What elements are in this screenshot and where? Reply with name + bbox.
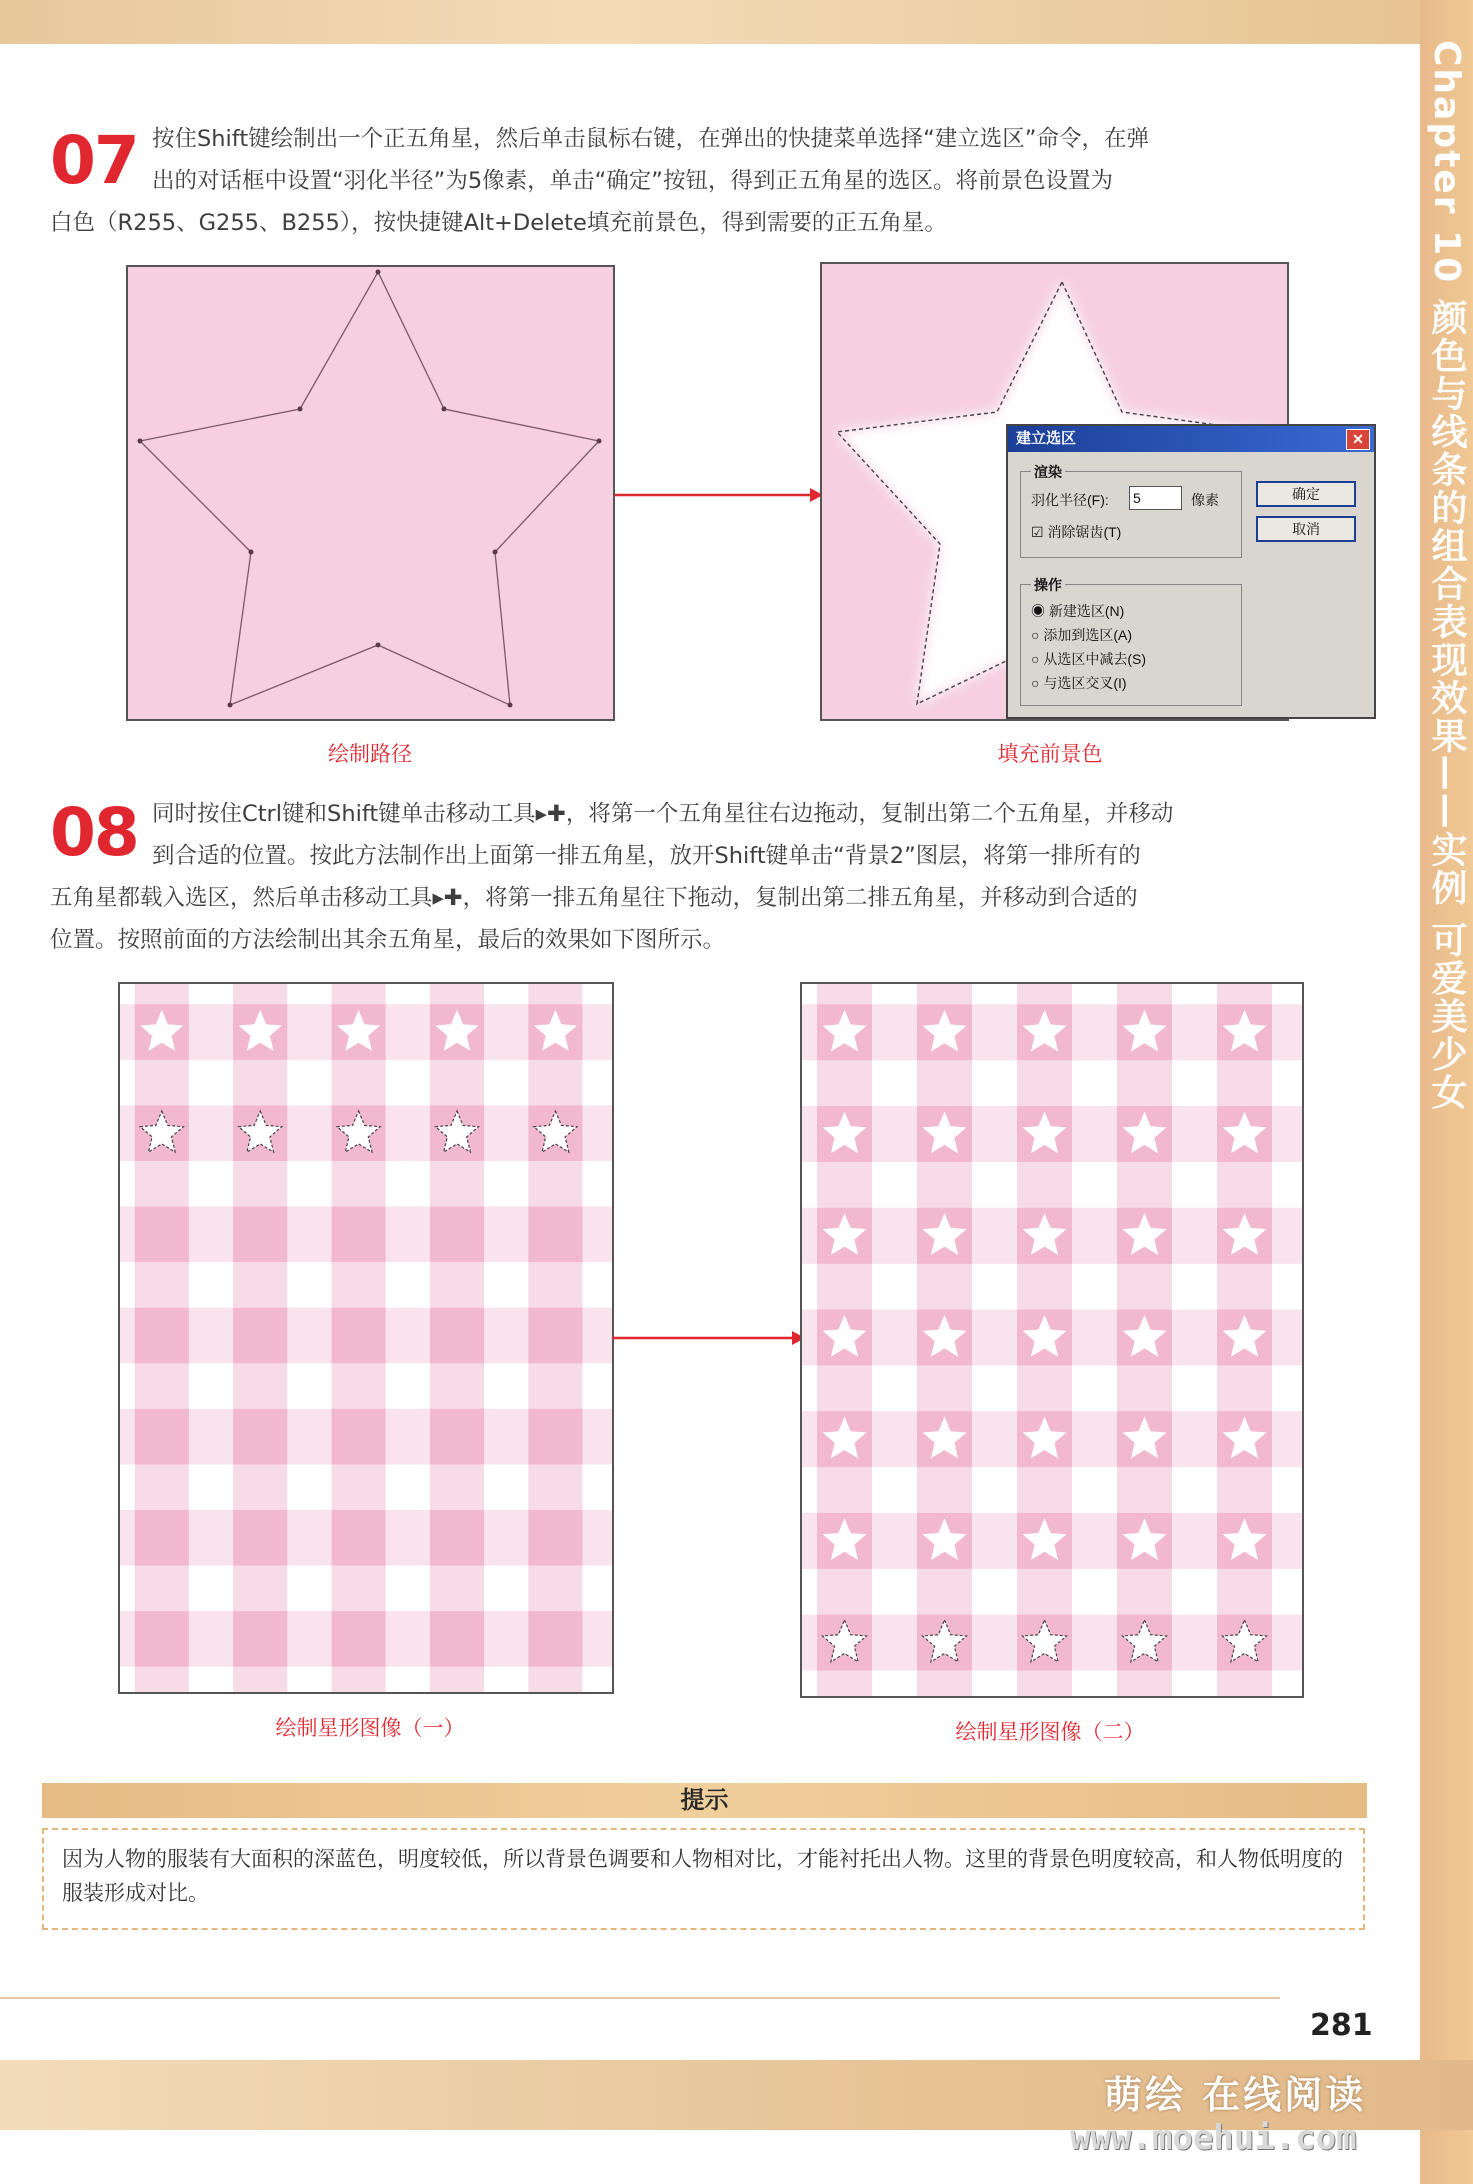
pink-square (528, 1611, 582, 1667)
op-label-subtract: 从选区中减去(S) (1043, 651, 1147, 667)
pink-square (332, 1611, 386, 1667)
tip-body: 因为人物的服装有大面积的深蓝色，明度较低，所以背景色调要和人物相对比，才能衬托出人物。这里的背景色明度较高，和人物低明度的服装形成对比。 (42, 1828, 1365, 1930)
feather-unit: 像素 (1191, 492, 1219, 508)
pink-square (528, 1207, 582, 1263)
pink-square (332, 1308, 386, 1364)
step07-line-2: 出的对话框中设置“羽化半径”为5像素，单击“确定”按钮，得到正五角星的选区。将前景色设置为 (152, 168, 1113, 194)
dialog-titlebar (1008, 426, 1374, 452)
feather-radius-input[interactable]: 5 (1129, 486, 1182, 510)
star-path-svg (128, 267, 613, 719)
pink-square (233, 1510, 287, 1566)
radio-subtract-selection[interactable]: ○ 从选区中减去(S) (1031, 651, 1147, 667)
cancel-button[interactable]: 取消 (1256, 516, 1356, 542)
chapter-side-title: Chapter 10 颜色与线条的组合表现效果——实例 可爱美少女 (1426, 40, 1467, 1112)
caption-fill-foreground: 填充前景色 (997, 742, 1103, 766)
radio-new-selection[interactable]: ◉ 新建选区(N) (1031, 603, 1125, 619)
pink-square (233, 1409, 287, 1465)
ok-button[interactable]: 确定 (1256, 481, 1356, 507)
pink-square (528, 1308, 582, 1364)
op-label-add: 添加到选区(A) (1043, 627, 1133, 643)
caption-draw-path: 绘制路径 (328, 742, 412, 766)
operation-group-label: 操作 (1031, 575, 1065, 595)
close-icon[interactable]: ✕ (1346, 429, 1370, 450)
footer-divider (0, 1997, 1280, 1999)
brand-watermark: 萌绘 在线阅读 (1104, 2073, 1367, 2117)
pink-square (135, 1611, 189, 1667)
tip-header: 提示 (42, 1783, 1367, 1818)
star-path (140, 272, 599, 705)
figure-star-image-1 (118, 982, 614, 1694)
step08-line-2: 到合适的位置。按此方法制作出上面第一排五角星，放开Shift键单击“背景2”图层，将第一排所有的 (152, 843, 1141, 869)
step07-line-3: 白色（R255、G255、B255），按快捷键Alt+Delete填充前景色，得到需要的正五角星。 (50, 210, 947, 236)
pink-square (233, 1207, 287, 1263)
render-group (1020, 464, 1242, 558)
operation-group (1020, 577, 1242, 706)
step08-line-3: 五角星都载入选区，然后单击移动工具▸✚，将第一排五角星往下拖动，复制出第二排五角星，并移动到合适的 (50, 885, 1138, 911)
op-label-new: 新建选区(N) (1048, 603, 1125, 619)
star-grid-1 (120, 984, 612, 1692)
op-label-intersect: 与选区交叉(I) (1043, 675, 1127, 691)
pink-square (135, 1308, 189, 1364)
antialias-label: 消除锯齿(T) (1047, 524, 1122, 540)
pink-square (528, 1409, 582, 1465)
make-selection-dialog (1006, 424, 1376, 719)
pink-square (233, 1308, 287, 1364)
feather-label: 羽化半径(F): (1031, 492, 1109, 508)
render-group-label: 渲染 (1031, 462, 1065, 482)
step08-line-4: 位置。按照前面的方法绘制出其余五角星，最后的效果如下图所示。 (50, 927, 726, 953)
dialog-title: 建立选区 (1016, 430, 1077, 447)
antialias-checkbox[interactable]: ☑ 消除锯齿(T) (1031, 524, 1122, 540)
caption-star-image-1: 绘制星形图像（一） (275, 1716, 465, 1740)
pink-square (233, 1611, 287, 1667)
radio-intersect-selection[interactable]: ○ 与选区交叉(I) (1031, 675, 1127, 691)
arrow-right-1 (615, 485, 825, 505)
arrow-right-2 (612, 1328, 807, 1348)
pink-square (135, 1409, 189, 1465)
figure-star-image-2 (800, 982, 1304, 1698)
page-number: 281 (1310, 2008, 1373, 2043)
pink-square (332, 1207, 386, 1263)
pink-square (430, 1409, 484, 1465)
top-band (0, 0, 1473, 44)
step08-line-1: 同时按住Ctrl键和Shift键单击移动工具▸✚，将第一个五角星往右边拖动，复制出第二个五角星，并移动 (152, 801, 1174, 827)
pink-square (430, 1308, 484, 1364)
pink-square (430, 1510, 484, 1566)
caption-star-image-2: 绘制星形图像（二） (955, 1720, 1145, 1744)
step-number-07: 07 (50, 122, 138, 199)
pink-square (135, 1510, 189, 1566)
figure-draw-path (126, 265, 615, 721)
pink-square (135, 1207, 189, 1263)
pink-square (332, 1510, 386, 1566)
radio-add-selection[interactable]: ○ 添加到选区(A) (1031, 627, 1133, 643)
step07-line-1: 按住Shift键绘制出一个正五角星，然后单击鼠标右键，在弹出的快捷菜单选择“建立选区”命令，在弹 (152, 126, 1149, 152)
pink-square (430, 1207, 484, 1263)
pink-square (332, 1409, 386, 1465)
step-number-08: 08 (50, 794, 138, 871)
star-grid-2 (802, 984, 1302, 1696)
path-anchor-points (138, 270, 602, 708)
site-url: www.moehui.com (1070, 2118, 1357, 2158)
pink-square (528, 1510, 582, 1566)
pink-square (430, 1611, 484, 1667)
